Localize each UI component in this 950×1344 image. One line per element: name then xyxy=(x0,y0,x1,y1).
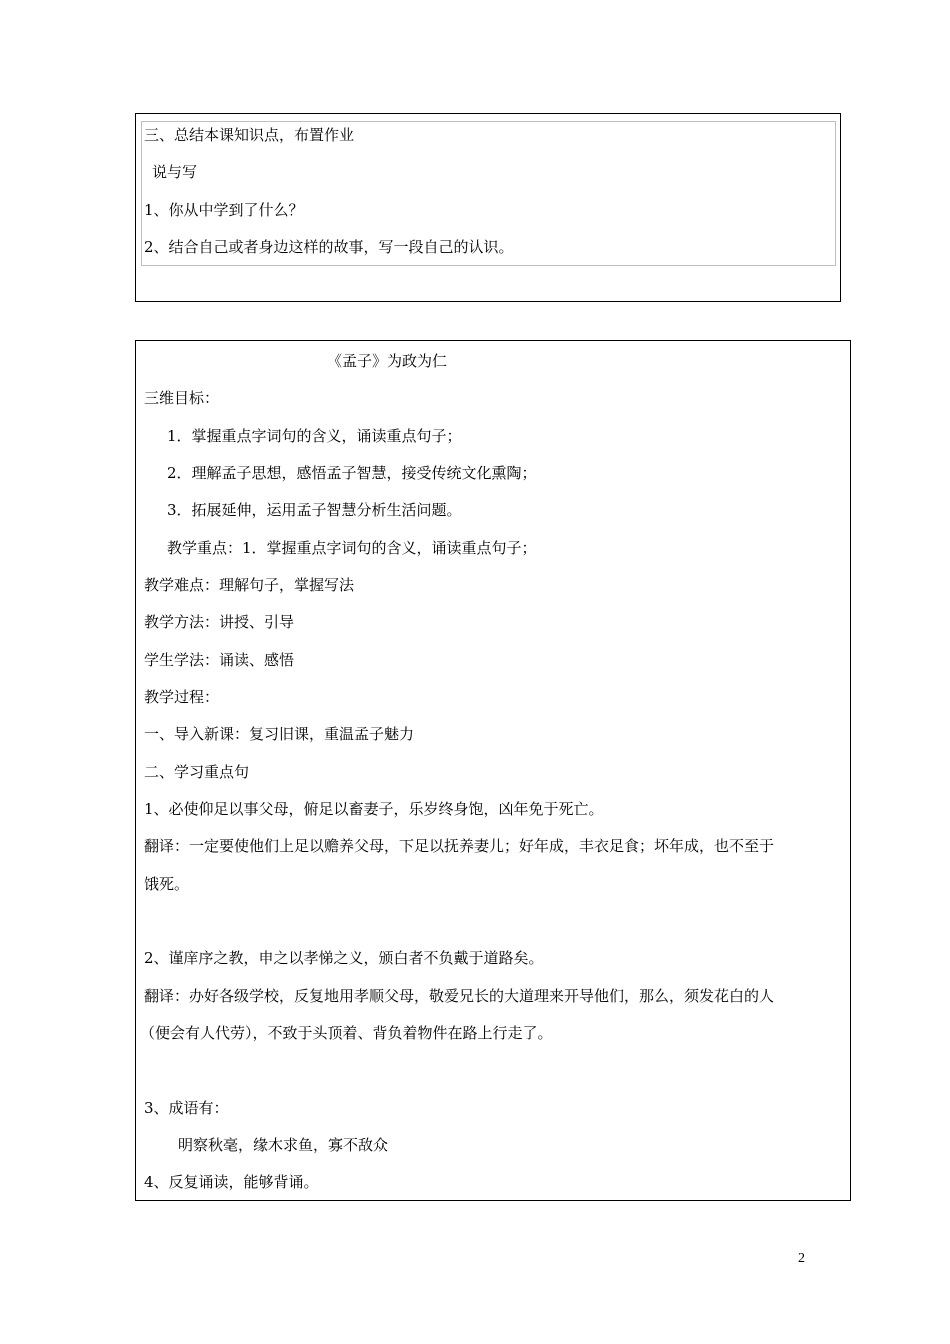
translation-2-line-1: 翻译：办好各级学校，反复地用孝顺父母，敬爱兄长的大道理来开导他们，那么，须发花白的人 xyxy=(144,987,775,1005)
goal-item-1: 1．掌握重点字词句的含义，诵读重点句子； xyxy=(167,427,462,445)
goal-item-2: 2．理解孟子思想，感悟孟子智慧，接受传统文化熏陶； xyxy=(167,464,537,482)
student-method: 学生学法：诵读、感悟 xyxy=(144,651,295,669)
page-number: 2 xyxy=(798,1251,805,1266)
lesson-plan-box xyxy=(135,340,851,1201)
key-point: 教学重点：1．掌握重点字词句的含义，诵读重点句子； xyxy=(167,539,537,557)
sentence-4: 4、反复诵读，能够背诵。 xyxy=(144,1173,319,1191)
homework-heading: 三、总结本课知识点，布置作业 xyxy=(144,126,355,144)
teaching-method: 教学方法：讲授、引导 xyxy=(144,613,295,631)
homework-subheading: 说与写 xyxy=(152,163,198,181)
translation-1-line-2: 饿死。 xyxy=(144,875,190,893)
sentence-2: 2、谨庠序之教，申之以孝悌之义，颁白者不负戴于道路矣。 xyxy=(144,949,544,967)
step-1: 一、导入新课：复习旧课，重温孟子魅力 xyxy=(144,725,415,743)
sentence-3: 3、成语有： xyxy=(144,1099,229,1117)
sentence-1: 1、必使仰足以事父母，俯足以畜妻子，乐岁终身饱，凶年免于死亡。 xyxy=(144,800,604,818)
idioms-list: 明察秋毫，缘木求鱼，寡不敌众 xyxy=(178,1136,389,1154)
lesson-title: 《孟子》为政为仁 xyxy=(327,352,448,370)
goal-item-3: 3．拓展延伸，运用孟子智慧分析生活问题。 xyxy=(167,501,462,519)
homework-question-1: 1、你从中学到了什么？ xyxy=(144,201,304,219)
homework-section-box xyxy=(135,113,841,302)
translation-2-line-2: （便会有人代劳），不致于头顶着、背负着物件在路上行走了。 xyxy=(140,1024,553,1042)
goals-label: 三维目标： xyxy=(144,389,220,407)
difficulty: 教学难点：理解句子，掌握写法 xyxy=(144,576,355,594)
translation-1-line-1: 翻译：一定要使他们上足以赡养父母，下足以抚养妻儿；好年成，丰衣足食；坏年成，也不至于 xyxy=(144,837,775,855)
process-label: 教学过程： xyxy=(144,688,220,706)
homework-question-2: 2、结合自己或者身边这样的故事，写一段自己的认识。 xyxy=(144,238,514,256)
step-2: 二、学习重点句 xyxy=(144,763,250,781)
